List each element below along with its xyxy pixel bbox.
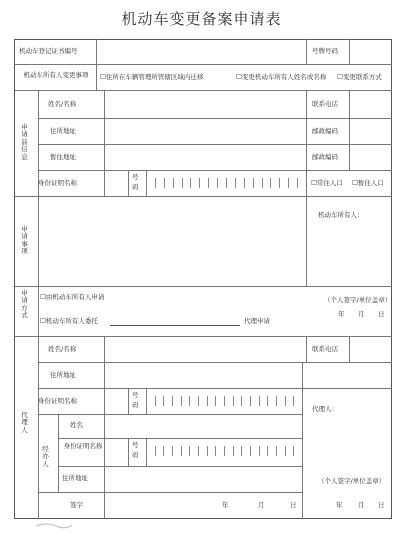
agent-date-month: 月 (358, 501, 365, 509)
agent-address-label: 住所地址 (50, 371, 76, 379)
owner-postcode-label: 邮政编码 (312, 127, 338, 135)
col-divider (306, 336, 307, 362)
apply-date-month: 月 (358, 310, 365, 318)
pre-info-section-label: 申请前信息 (21, 123, 28, 161)
owner-id-number-label: 号码 (132, 173, 139, 191)
owner-id-type-label: 身份证明名称 (38, 179, 77, 187)
handler-date-year: 年 (222, 501, 229, 509)
col-divider (104, 414, 105, 519)
handler-id-number-boxes[interactable] (146, 446, 302, 456)
handler-section-label: 经办人 (42, 445, 49, 468)
agent-name-blank[interactable] (110, 325, 240, 326)
col-divider (128, 388, 129, 414)
handler-id-number-label: 号码 (132, 441, 139, 459)
row-divider (14, 90, 392, 91)
apply-date-year: 年 (338, 310, 345, 318)
row-divider (38, 362, 392, 363)
row-divider (58, 438, 302, 439)
row-divider (38, 170, 392, 171)
agent-id-number-boxes[interactable] (146, 396, 302, 406)
col-divider (306, 170, 307, 196)
row-divider (14, 336, 392, 337)
owner-sign-note: （个人签字/单位盖章） (324, 296, 392, 304)
col-divider (38, 196, 39, 336)
row-divider (14, 286, 392, 287)
handler-address-label: 住所地址 (62, 474, 88, 482)
agent-date-day: 日 (378, 501, 385, 509)
handler-date-month: 月 (258, 501, 265, 509)
col-divider (349, 39, 350, 64)
handler-signature-label: 签字 (70, 501, 83, 509)
agent-date-year: 年 (336, 501, 343, 509)
row-divider (38, 388, 392, 389)
col-divider (38, 336, 39, 519)
row-divider (38, 492, 302, 493)
agent-apply-suffix: 代理申请 (244, 317, 270, 325)
apply-agent-option[interactable]: ☐机动车所有人委托 (40, 317, 98, 325)
resident-option[interactable]: ☐常住人口 (311, 179, 343, 187)
apply-date-day: 日 (378, 310, 385, 318)
handler-id-type-label: 身份证明名称 (63, 442, 103, 450)
agent-signature-label: 代理人： (312, 405, 338, 413)
application-items-label: 申请事项 (21, 225, 28, 256)
temp-address-label: 暂住地址 (50, 153, 76, 161)
row-divider (58, 466, 302, 467)
row-divider (14, 196, 392, 197)
owner-signature-label: 机动车所有人： (318, 211, 364, 219)
change-item-label: 机动车所有人变更事项 (23, 71, 89, 79)
temp-postcode-label: 邮政编码 (312, 153, 338, 161)
agent-sign-note: （个人签字/单位盖章） (318, 477, 386, 485)
option-address-move[interactable]: ☐住所在车辆管理所管辖区域内迁移 (100, 73, 204, 81)
handler-name-label: 姓名 (70, 421, 83, 429)
agent-section-label: 代理人 (21, 411, 28, 434)
cert-number-label: 机动车登记证书编号 (19, 47, 78, 55)
row-divider (38, 144, 392, 145)
col-divider (349, 336, 350, 362)
col-divider (306, 90, 307, 170)
apply-self-option[interactable]: ☐由机动车所有人申请 (40, 293, 105, 301)
handler-date-day: 日 (290, 501, 297, 509)
agent-id-number-label: 号码 (132, 391, 139, 409)
option-change-name[interactable]: ☐变更机动车所有人姓名或名称 (236, 73, 327, 81)
owner-address-label: 住所地址 (50, 127, 76, 135)
agent-name-label: 姓名/名称 (48, 345, 77, 353)
col-divider (104, 336, 105, 414)
agent-id-type-label: 身份证明名称 (38, 397, 77, 405)
owner-name-label: 姓名/名称 (48, 100, 77, 108)
col-divider (58, 414, 59, 492)
form-title: 机动车变更备案申请表 (121, 10, 282, 28)
col-divider (96, 39, 97, 90)
apply-method-label: 申请方式 (21, 289, 28, 320)
agent-phone-label: 联系电话 (312, 345, 338, 353)
col-divider (128, 438, 129, 466)
plate-number-label: 号牌号码 (312, 47, 338, 55)
row-divider (38, 414, 302, 415)
owner-phone-label: 联系电话 (312, 100, 338, 108)
col-divider (104, 90, 105, 196)
col-divider (302, 362, 303, 519)
col-divider (349, 90, 350, 170)
col-divider (306, 196, 307, 286)
scan-artifact-mark (34, 520, 74, 530)
id-number-boxes[interactable] (146, 178, 306, 188)
temp-resident-option[interactable]: ☐暂住人口 (352, 179, 384, 187)
option-change-contact[interactable]: ☐变更联系方式 (337, 73, 382, 81)
col-divider (128, 170, 129, 196)
row-divider (14, 64, 392, 65)
row-divider (38, 118, 392, 119)
col-divider (306, 39, 307, 64)
